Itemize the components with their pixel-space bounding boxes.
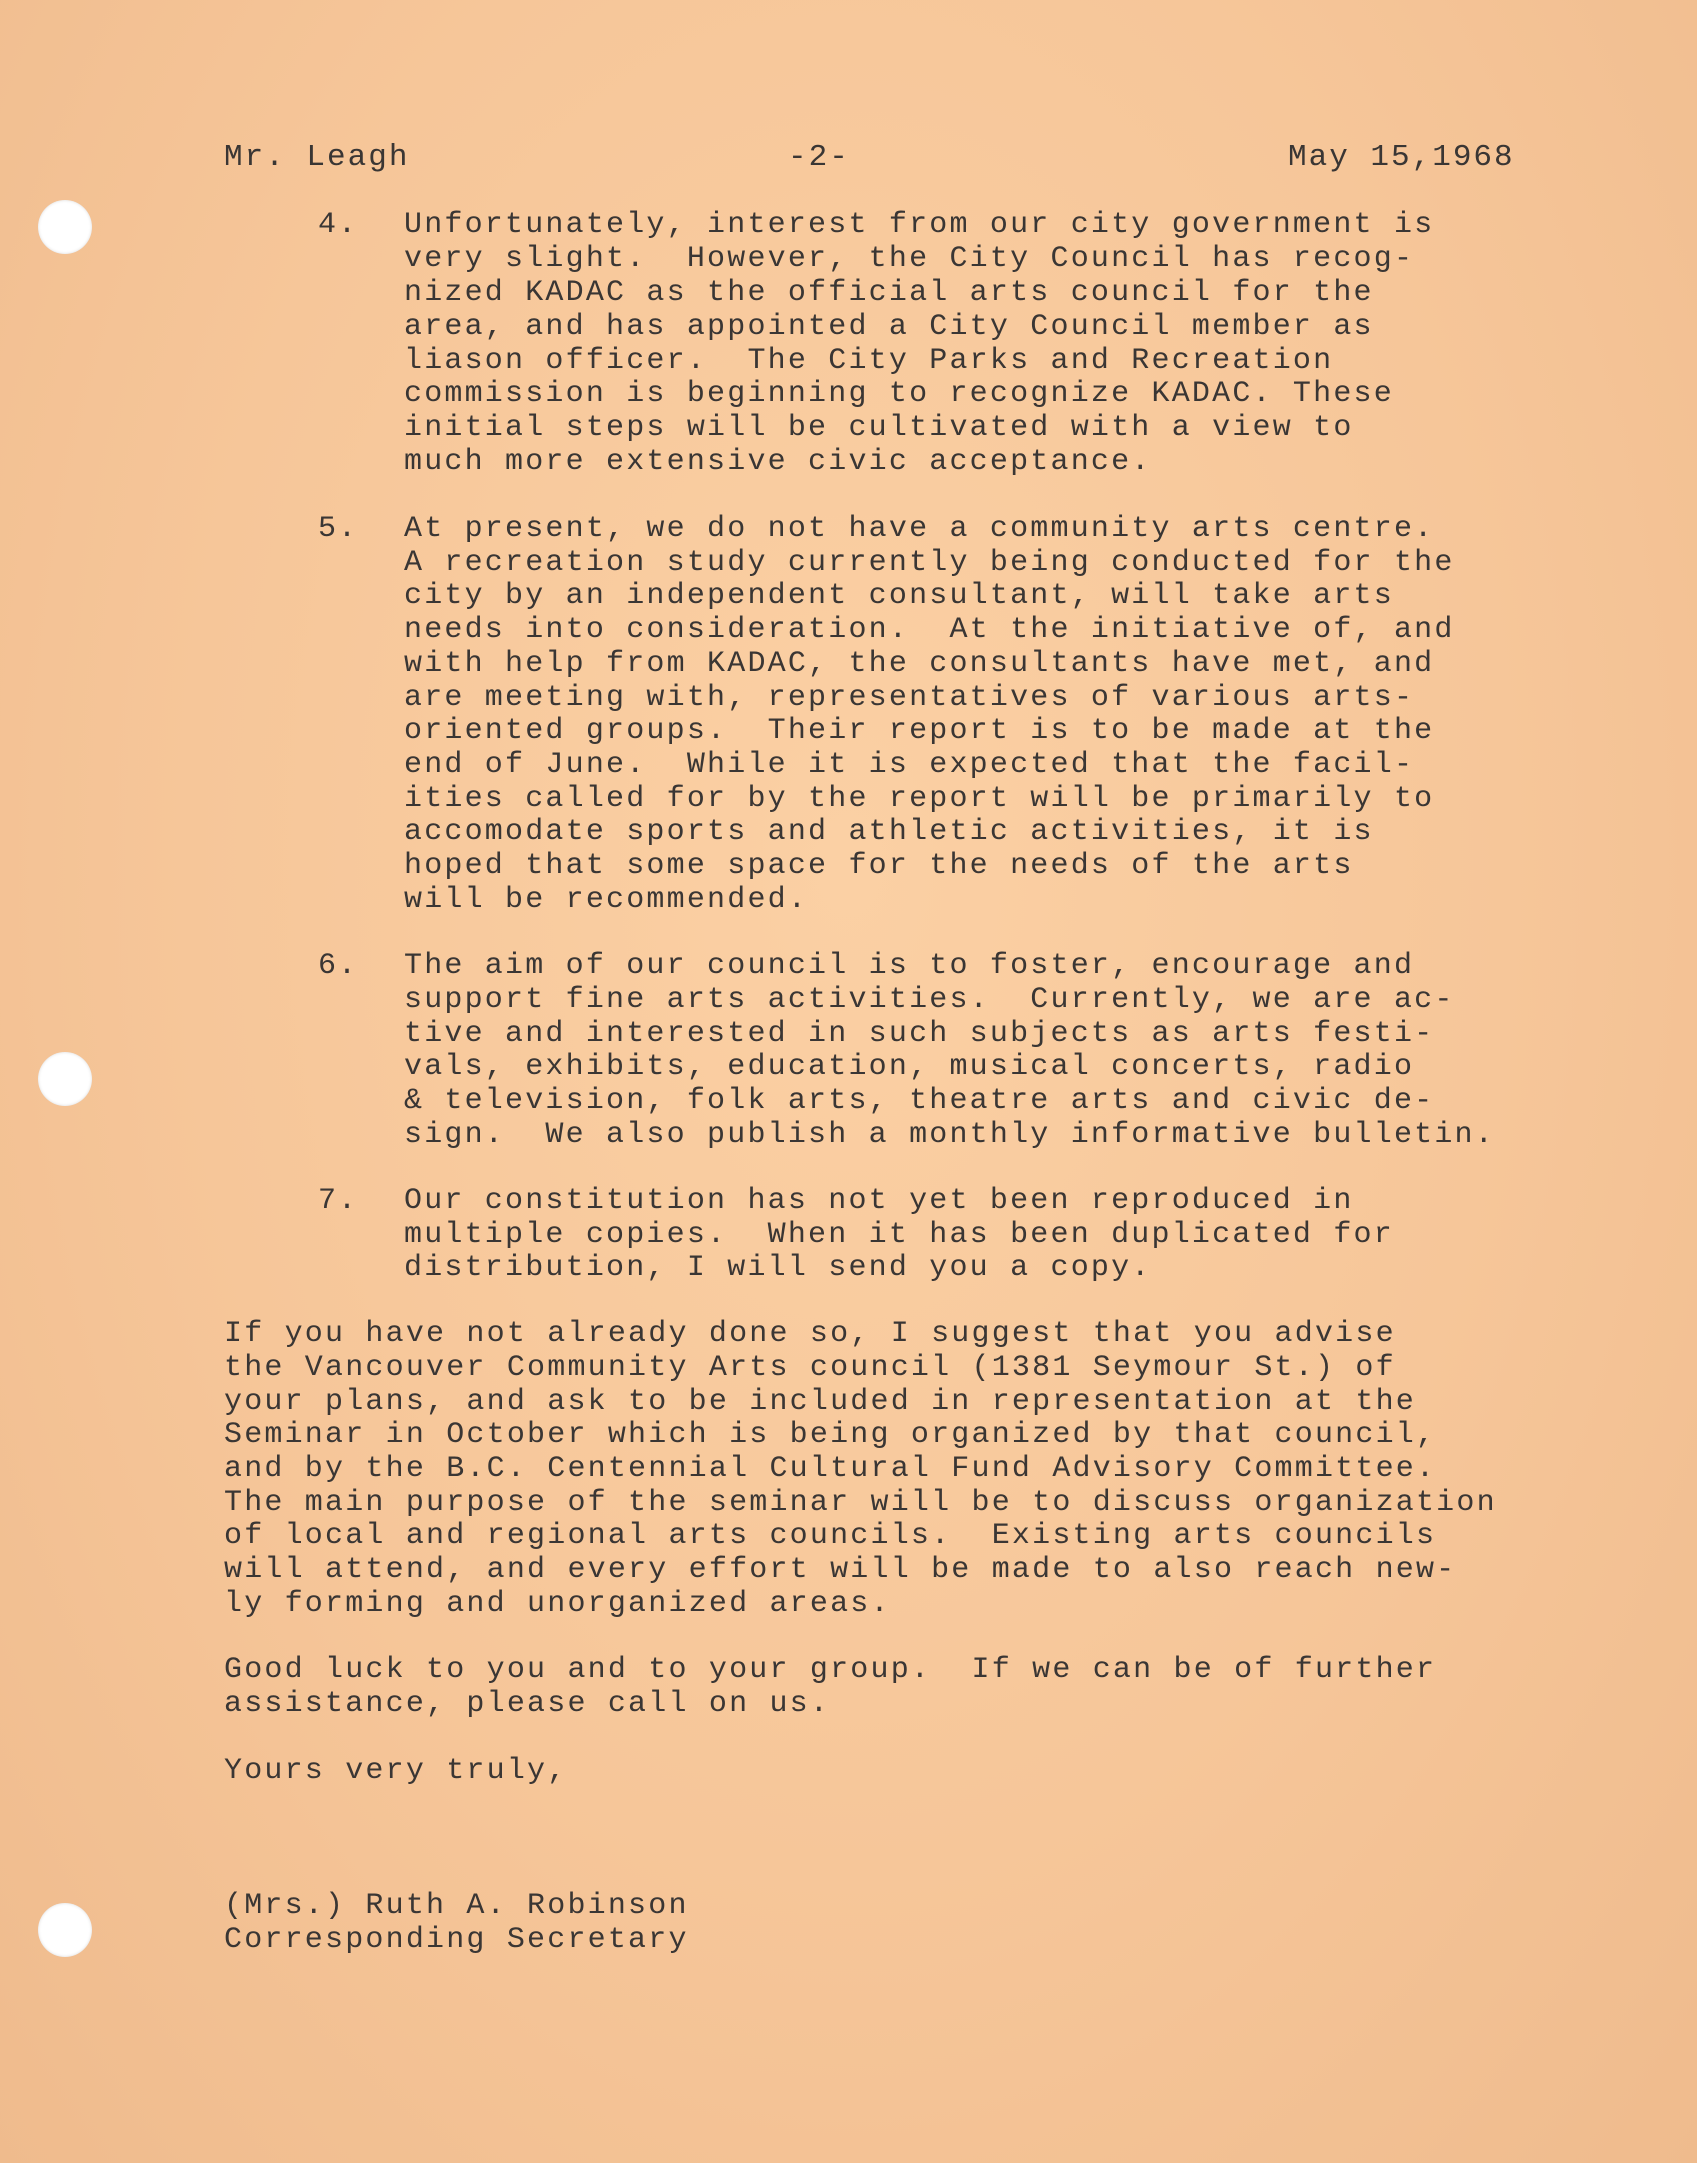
item-line: Unfortunately, interest from our city government is: [404, 208, 1435, 242]
item-line: will be recommended.: [404, 883, 809, 917]
signature-name: (Mrs.) Ruth A. Robinson: [224, 1889, 689, 1923]
item-line: hoped that some space for the needs of the arts: [404, 849, 1354, 883]
item-line: commission is beginning to recognize KADAC. These: [404, 377, 1394, 411]
item-line: distribution, I will send you a copy.: [404, 1251, 1152, 1285]
header-date: May 15,1968: [1288, 140, 1515, 175]
item-line: very slight. However, the City Council has recog-: [404, 242, 1415, 276]
item-line: At present, we do not have a community arts centre.: [404, 512, 1435, 546]
item-line: needs into consideration. At the initiative of, and: [404, 613, 1455, 647]
item-line: sign. We also publish a monthly informative bulletin.: [404, 1118, 1495, 1152]
item-line: The aim of our council is to foster, encourage and: [404, 949, 1415, 983]
item-number: 5.: [318, 512, 359, 546]
item-line: tive and interested in such subjects as arts festi-: [404, 1017, 1435, 1051]
item-line: Our constitution has not yet been reproduced in: [404, 1184, 1354, 1218]
item-line: multiple copies. When it has been duplicated for: [404, 1218, 1394, 1252]
paragraph-line: and by the B.C. Centennial Cultural Fund Advisory Committee.: [224, 1452, 1437, 1486]
item-number: 7.: [318, 1184, 359, 1218]
item-line: much more extensive civic acceptance.: [404, 445, 1152, 479]
item-line: nized KADAC as the official arts council for the: [404, 276, 1374, 310]
item-line: ities called for by the report will be primarily to: [404, 782, 1435, 816]
paragraph-line: ly forming and unorganized areas.: [224, 1587, 891, 1621]
header-recipient: Mr. Leagh: [224, 140, 410, 175]
punch-hole-top: [38, 200, 92, 254]
paragraph-line: Seminar in October which is being organized by that council,: [224, 1418, 1437, 1452]
paragraph-line: will attend, and every effort will be made to also reach new-: [224, 1553, 1457, 1587]
paragraph-line: The main purpose of the seminar will be to discuss organization: [224, 1486, 1497, 1520]
item-number: 6.: [318, 949, 359, 983]
paragraph-line: the Vancouver Community Arts council (1381 Seymour St.) of: [224, 1351, 1396, 1385]
item-line: liason officer. The City Parks and Recreation: [404, 344, 1334, 378]
punch-hole-bottom: [38, 1903, 92, 1957]
paragraph-line: of local and regional arts councils. Existing arts councils: [224, 1519, 1437, 1553]
item-line: A recreation study currently being conducted for the: [404, 546, 1455, 580]
paragraph-line: If you have not already done so, I suggest that you advise: [224, 1317, 1396, 1351]
item-line: are meeting with, representatives of various arts-: [404, 681, 1415, 715]
item-line: support fine arts activities. Currently, we are ac-: [404, 983, 1455, 1017]
item-line: city by an independent consultant, will take arts: [404, 579, 1394, 613]
item-line: oriented groups. Their report is to be made at the: [404, 714, 1435, 748]
valediction: Yours very truly,: [224, 1754, 568, 1788]
header-page-number: -2-: [788, 140, 850, 175]
item-line: initial steps will be cultivated with a view to: [404, 411, 1354, 445]
signature-title: Corresponding Secretary: [224, 1923, 689, 1957]
paragraph-line: assistance, please call on us.: [224, 1687, 831, 1721]
item-line: end of June. While it is expected that the facil-: [404, 748, 1415, 782]
item-number: 4.: [318, 208, 359, 242]
item-line: accomodate sports and athletic activities, it is: [404, 815, 1374, 849]
item-line: with help from KADAC, the consultants have met, and: [404, 647, 1435, 681]
punch-hole-middle: [38, 1052, 92, 1106]
paragraph-line: your plans, and ask to be included in representation at the: [224, 1385, 1416, 1419]
item-line: vals, exhibits, education, musical concerts, radio: [404, 1050, 1415, 1084]
paragraph-line: Good luck to you and to your group. If we can be of further: [224, 1653, 1437, 1687]
item-line: & television, folk arts, theatre arts and civic de-: [404, 1084, 1435, 1118]
item-line: area, and has appointed a City Council member as: [404, 310, 1374, 344]
